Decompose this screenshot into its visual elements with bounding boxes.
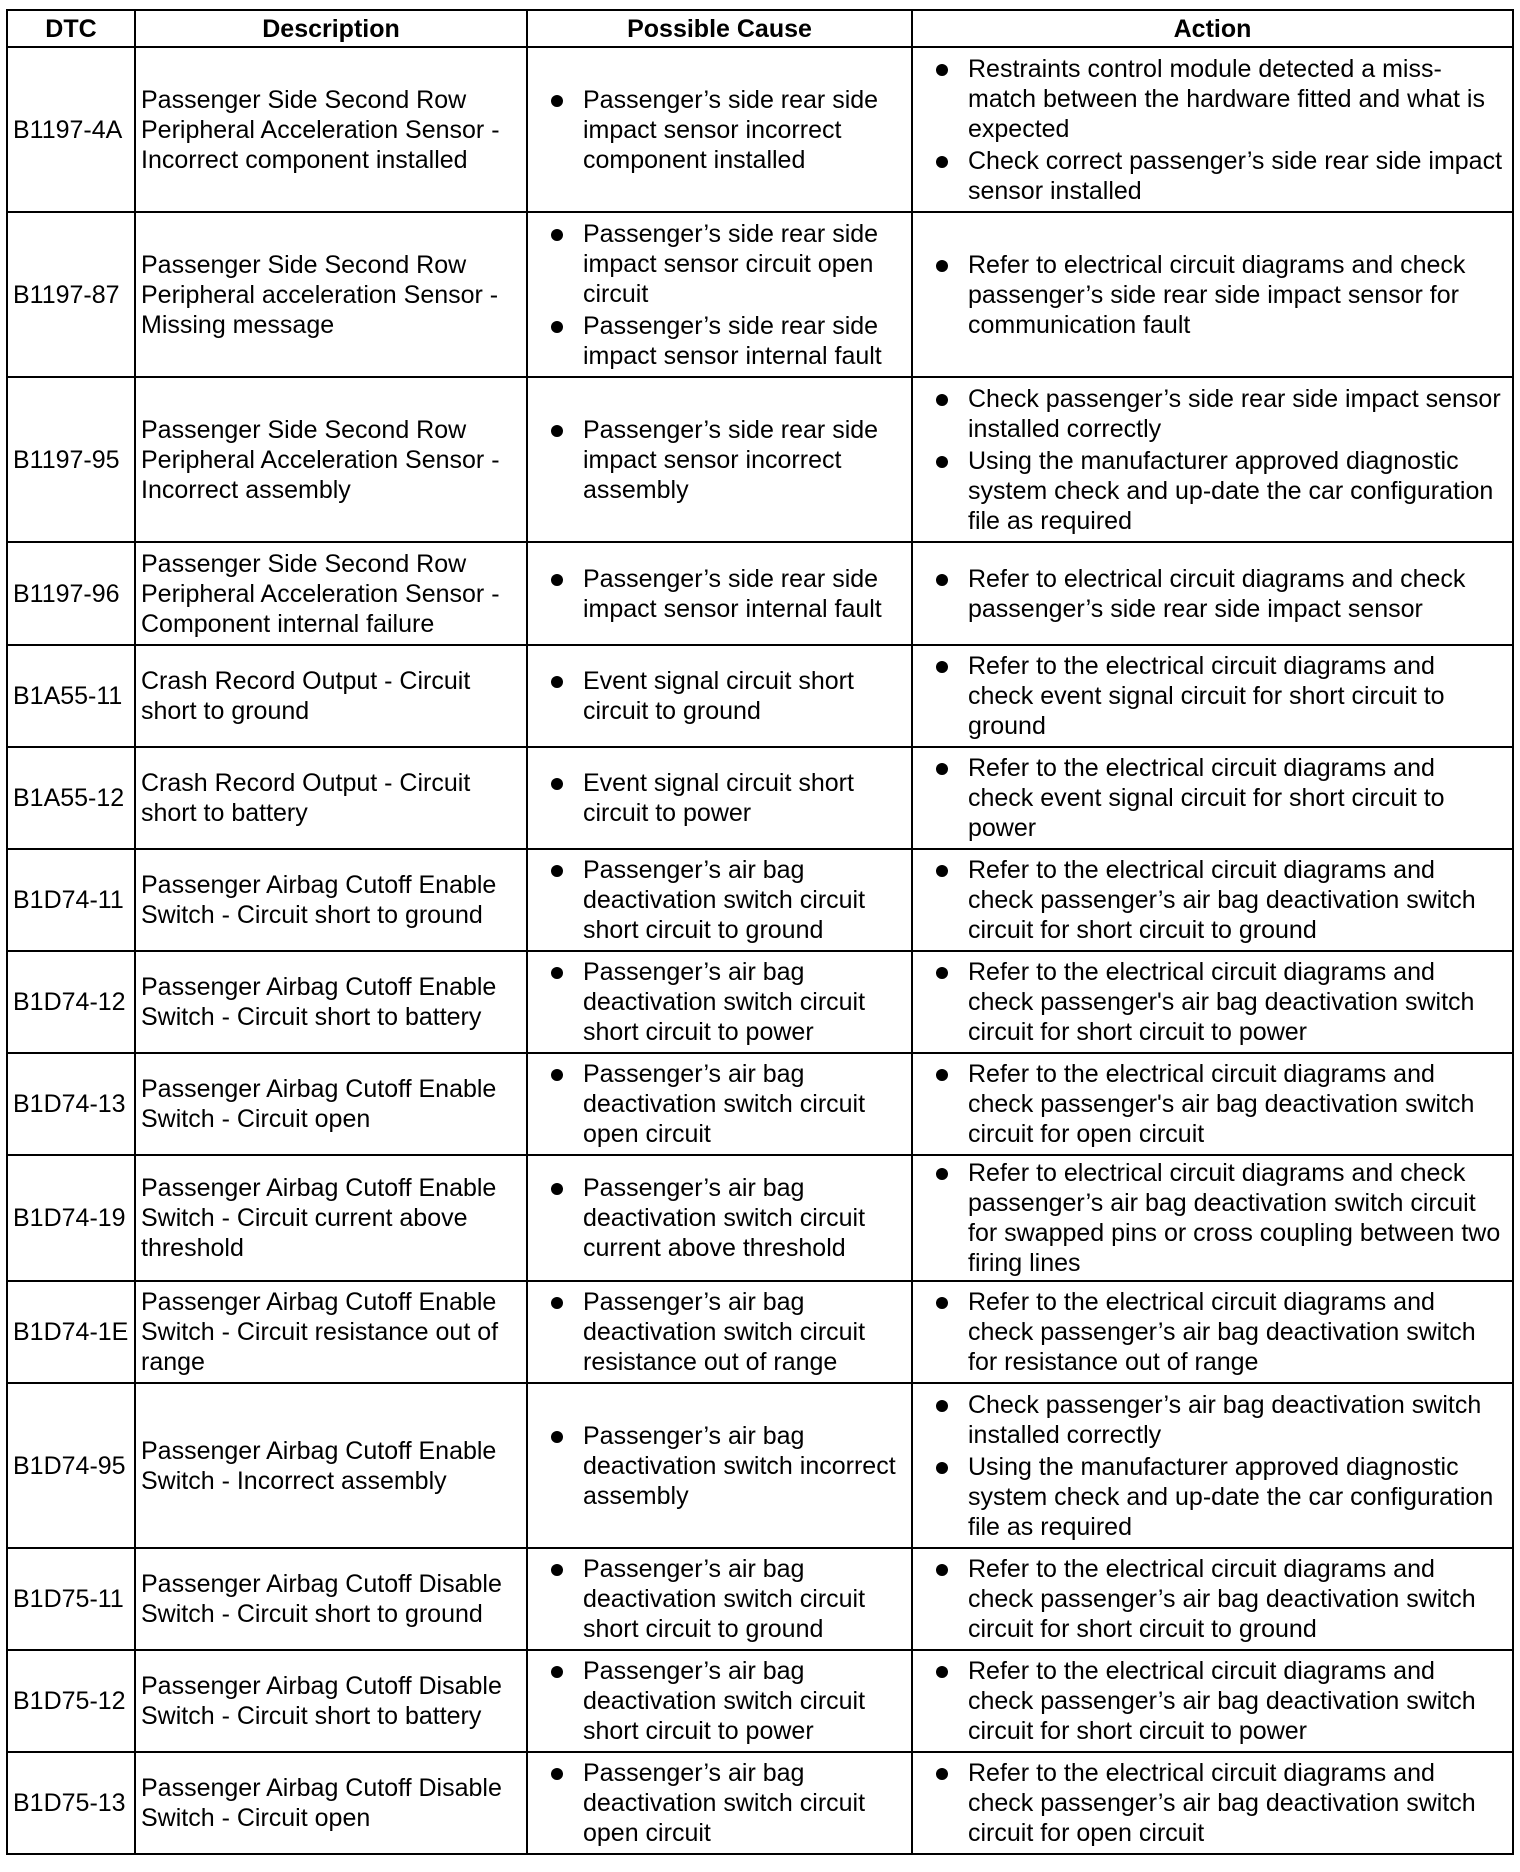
bullet-list: [533, 564, 906, 624]
dtc-code: B1197-95: [7, 377, 135, 542]
bullet-list: [918, 957, 1507, 1047]
bullet-list: [533, 768, 906, 828]
bullet-list: [533, 1287, 906, 1377]
action-cell: [912, 849, 1513, 951]
possible-cause-cell: [527, 47, 912, 212]
action-cell: [912, 1752, 1513, 1854]
dtc-description: Passenger Side Second Row Peripheral acceleration Sensor - Missing message: [135, 212, 527, 377]
action-cell: [912, 1548, 1513, 1650]
header-row: [7, 10, 1513, 47]
action-cell: [912, 747, 1513, 849]
header-dtc: DTC: [7, 10, 135, 47]
table-row: [7, 542, 1513, 645]
action-item: Using the manufacturer approved diagnostic system check and up-date the car configuration file as required: [918, 1452, 1507, 1542]
dtc-code: B1A55-11: [7, 645, 135, 747]
possible-cause-cell: [527, 212, 912, 377]
bullet-list: [918, 1758, 1507, 1848]
dtc-description: Crash Record Output - Circuit short to ground: [135, 645, 527, 747]
dtc-code: B1D74-12: [7, 951, 135, 1053]
dtc-description: Passenger Airbag Cutoff Enable Switch - Circuit short to battery: [135, 951, 527, 1053]
action-cell: [912, 1650, 1513, 1752]
cause-item: Event signal circuit short circuit to power: [533, 768, 906, 828]
bullet-list: [918, 1287, 1507, 1377]
dtc-code: B1197-96: [7, 542, 135, 645]
table-row: [7, 1053, 1513, 1155]
bullet-list: [533, 219, 906, 371]
cause-item: Passenger’s air bag deactivation switch circuit short circuit to power: [533, 1656, 906, 1746]
dtc-code: B1D74-95: [7, 1383, 135, 1548]
action-cell: [912, 377, 1513, 542]
action-item: Refer to the electrical circuit diagrams and check passenger’s air bag deactivation switch circuit for short circuit to ground: [918, 1554, 1507, 1644]
bullet-list: [918, 54, 1507, 206]
action-cell: [912, 1155, 1513, 1281]
bullet-list: [533, 1758, 906, 1848]
action-item: Refer to the electrical circuit diagrams and check event signal circuit for short circuit to power: [918, 753, 1507, 843]
action-cell: [912, 1053, 1513, 1155]
dtc-code: B1D75-12: [7, 1650, 135, 1752]
table-row: [7, 1752, 1513, 1854]
table-row: [7, 1383, 1513, 1548]
dtc-code: B1D74-11: [7, 849, 135, 951]
action-cell: [912, 645, 1513, 747]
action-item: Refer to electrical circuit diagrams and check passenger’s side rear side impact sensor for communication fault: [918, 250, 1507, 340]
header-description: Description: [135, 10, 527, 47]
cause-item: Passenger’s air bag deactivation switch circuit resistance out of range: [533, 1287, 906, 1377]
table-row: [7, 1281, 1513, 1383]
possible-cause-cell: [527, 645, 912, 747]
cause-item: Passenger’s air bag deactivation switch circuit short circuit to ground: [533, 855, 906, 945]
dtc-code: B1D75-11: [7, 1548, 135, 1650]
action-item: Refer to electrical circuit diagrams and check passenger’s air bag deactivation switch circuit for swapped pins or cross coupling between two firing lines: [918, 1158, 1507, 1278]
table-row: [7, 645, 1513, 747]
action-cell: [912, 1281, 1513, 1383]
action-item: Refer to the electrical circuit diagrams and check passenger’s air bag deactivation switch for resistance out of range: [918, 1287, 1507, 1377]
dtc-description: Passenger Side Second Row Peripheral Acceleration Sensor - Component internal failure: [135, 542, 527, 645]
table-row: [7, 212, 1513, 377]
action-item: Check passenger’s side rear side impact sensor installed correctly: [918, 384, 1507, 444]
table-row: [7, 951, 1513, 1053]
bullet-list: [918, 1390, 1507, 1542]
bullet-list: [918, 753, 1507, 843]
possible-cause-cell: [527, 1155, 912, 1281]
action-item: Refer to the electrical circuit diagrams and check passenger’s air bag deactivation switch circuit for short circuit to power: [918, 1656, 1507, 1746]
action-cell: [912, 951, 1513, 1053]
cause-item: Passenger’s side rear side impact sensor internal fault: [533, 564, 906, 624]
table-row: [7, 377, 1513, 542]
possible-cause-cell: [527, 542, 912, 645]
dtc-description: Passenger Airbag Cutoff Enable Switch - Circuit current above threshold: [135, 1155, 527, 1281]
bullet-list: [918, 651, 1507, 741]
dtc-description: Passenger Airbag Cutoff Disable Switch - Circuit short to ground: [135, 1548, 527, 1650]
possible-cause-cell: [527, 1053, 912, 1155]
possible-cause-cell: [527, 1281, 912, 1383]
action-item: Refer to the electrical circuit diagrams and check passenger's air bag deactivation switch circuit for short circuit to power: [918, 957, 1507, 1047]
cause-item: Passenger’s air bag deactivation switch circuit current above threshold: [533, 1173, 906, 1263]
action-cell: [912, 542, 1513, 645]
cause-item: Passenger’s side rear side impact sensor incorrect component installed: [533, 85, 906, 175]
cause-item: Passenger’s air bag deactivation switch incorrect assembly: [533, 1421, 906, 1511]
cause-item: Passenger’s side rear side impact sensor incorrect assembly: [533, 415, 906, 505]
possible-cause-cell: [527, 1383, 912, 1548]
action-item: Refer to the electrical circuit diagrams and check passenger’s air bag deactivation switch circuit for open circuit: [918, 1758, 1507, 1848]
possible-cause-cell: [527, 1548, 912, 1650]
cause-item: Passenger’s air bag deactivation switch circuit open circuit: [533, 1758, 906, 1848]
bullet-list: [533, 1656, 906, 1746]
cause-item: Passenger’s air bag deactivation switch circuit short circuit to power: [533, 957, 906, 1047]
possible-cause-cell: [527, 849, 912, 951]
dtc-code: B1D74-1E: [7, 1281, 135, 1383]
action-cell: [912, 212, 1513, 377]
dtc-code: B1197-87: [7, 212, 135, 377]
header-possible-cause: Possible Cause: [527, 10, 912, 47]
bullet-list: [533, 1554, 906, 1644]
bullet-list: [918, 1158, 1507, 1278]
bullet-list: [918, 250, 1507, 340]
dtc-code: B1D74-19: [7, 1155, 135, 1281]
possible-cause-cell: [527, 1752, 912, 1854]
table-row: [7, 849, 1513, 951]
dtc-description: Passenger Airbag Cutoff Disable Switch - Circuit open: [135, 1752, 527, 1854]
cause-item: Event signal circuit short circuit to ground: [533, 666, 906, 726]
dtc-code: B1197-4A: [7, 47, 135, 212]
bullet-list: [918, 1656, 1507, 1746]
table-row: [7, 1155, 1513, 1281]
dtc-code: B1D75-13: [7, 1752, 135, 1854]
dtc-description: Passenger Airbag Cutoff Disable Switch - Circuit short to battery: [135, 1650, 527, 1752]
dtc-table: [6, 9, 1514, 1855]
cause-item: Passenger’s air bag deactivation switch circuit short circuit to ground: [533, 1554, 906, 1644]
action-item: Restraints control module detected a miss-match between the hardware fitted and what is expected: [918, 54, 1507, 144]
possible-cause-cell: [527, 377, 912, 542]
dtc-code: B1A55-12: [7, 747, 135, 849]
action-item: Refer to the electrical circuit diagrams and check event signal circuit for short circuit to ground: [918, 651, 1507, 741]
dtc-description: Crash Record Output - Circuit short to battery: [135, 747, 527, 849]
table-row: [7, 1548, 1513, 1650]
cause-item: Passenger’s air bag deactivation switch circuit open circuit: [533, 1059, 906, 1149]
bullet-list: [533, 1173, 906, 1263]
action-item: Refer to electrical circuit diagrams and check passenger’s side rear side impact sensor: [918, 564, 1507, 624]
dtc-description: Passenger Side Second Row Peripheral Acceleration Sensor - Incorrect assembly: [135, 377, 527, 542]
cause-item: Passenger’s side rear side impact sensor internal fault: [533, 311, 906, 371]
bullet-list: [533, 957, 906, 1047]
bullet-list: [533, 1059, 906, 1149]
bullet-list: [533, 415, 906, 505]
dtc-code: B1D74-13: [7, 1053, 135, 1155]
action-item: Check passenger’s air bag deactivation switch installed correctly: [918, 1390, 1507, 1450]
dtc-description: Passenger Airbag Cutoff Enable Switch - Circuit short to ground: [135, 849, 527, 951]
action-item: Using the manufacturer approved diagnostic system check and up-date the car configuration file as required: [918, 446, 1507, 536]
bullet-list: [918, 564, 1507, 624]
bullet-list: [918, 855, 1507, 945]
action-item: Refer to the electrical circuit diagrams and check passenger's air bag deactivation switch circuit for open circuit: [918, 1059, 1507, 1149]
bullet-list: [918, 384, 1507, 536]
dtc-description: Passenger Side Second Row Peripheral Acceleration Sensor - Incorrect component installed: [135, 47, 527, 212]
table-body: [7, 47, 1513, 1854]
action-item: Refer to the electrical circuit diagrams and check passenger’s air bag deactivation switch circuit for short circuit to ground: [918, 855, 1507, 945]
action-cell: [912, 1383, 1513, 1548]
dtc-description: Passenger Airbag Cutoff Enable Switch - Circuit resistance out of range: [135, 1281, 527, 1383]
bullet-list: [533, 666, 906, 726]
possible-cause-cell: [527, 747, 912, 849]
bullet-list: [918, 1554, 1507, 1644]
bullet-list: [918, 1059, 1507, 1149]
action-item: Check correct passenger’s side rear side impact sensor installed: [918, 146, 1507, 206]
bullet-list: [533, 85, 906, 175]
bullet-list: [533, 855, 906, 945]
bullet-list: [533, 1421, 906, 1511]
cause-item: Passenger’s side rear side impact sensor circuit open circuit: [533, 219, 906, 309]
dtc-description: Passenger Airbag Cutoff Enable Switch - Incorrect assembly: [135, 1383, 527, 1548]
dtc-description: Passenger Airbag Cutoff Enable Switch - Circuit open: [135, 1053, 527, 1155]
table-row: [7, 1650, 1513, 1752]
header-action: Action: [912, 10, 1513, 47]
possible-cause-cell: [527, 951, 912, 1053]
table-row: [7, 747, 1513, 849]
action-cell: [912, 47, 1513, 212]
possible-cause-cell: [527, 1650, 912, 1752]
table-row: [7, 47, 1513, 212]
